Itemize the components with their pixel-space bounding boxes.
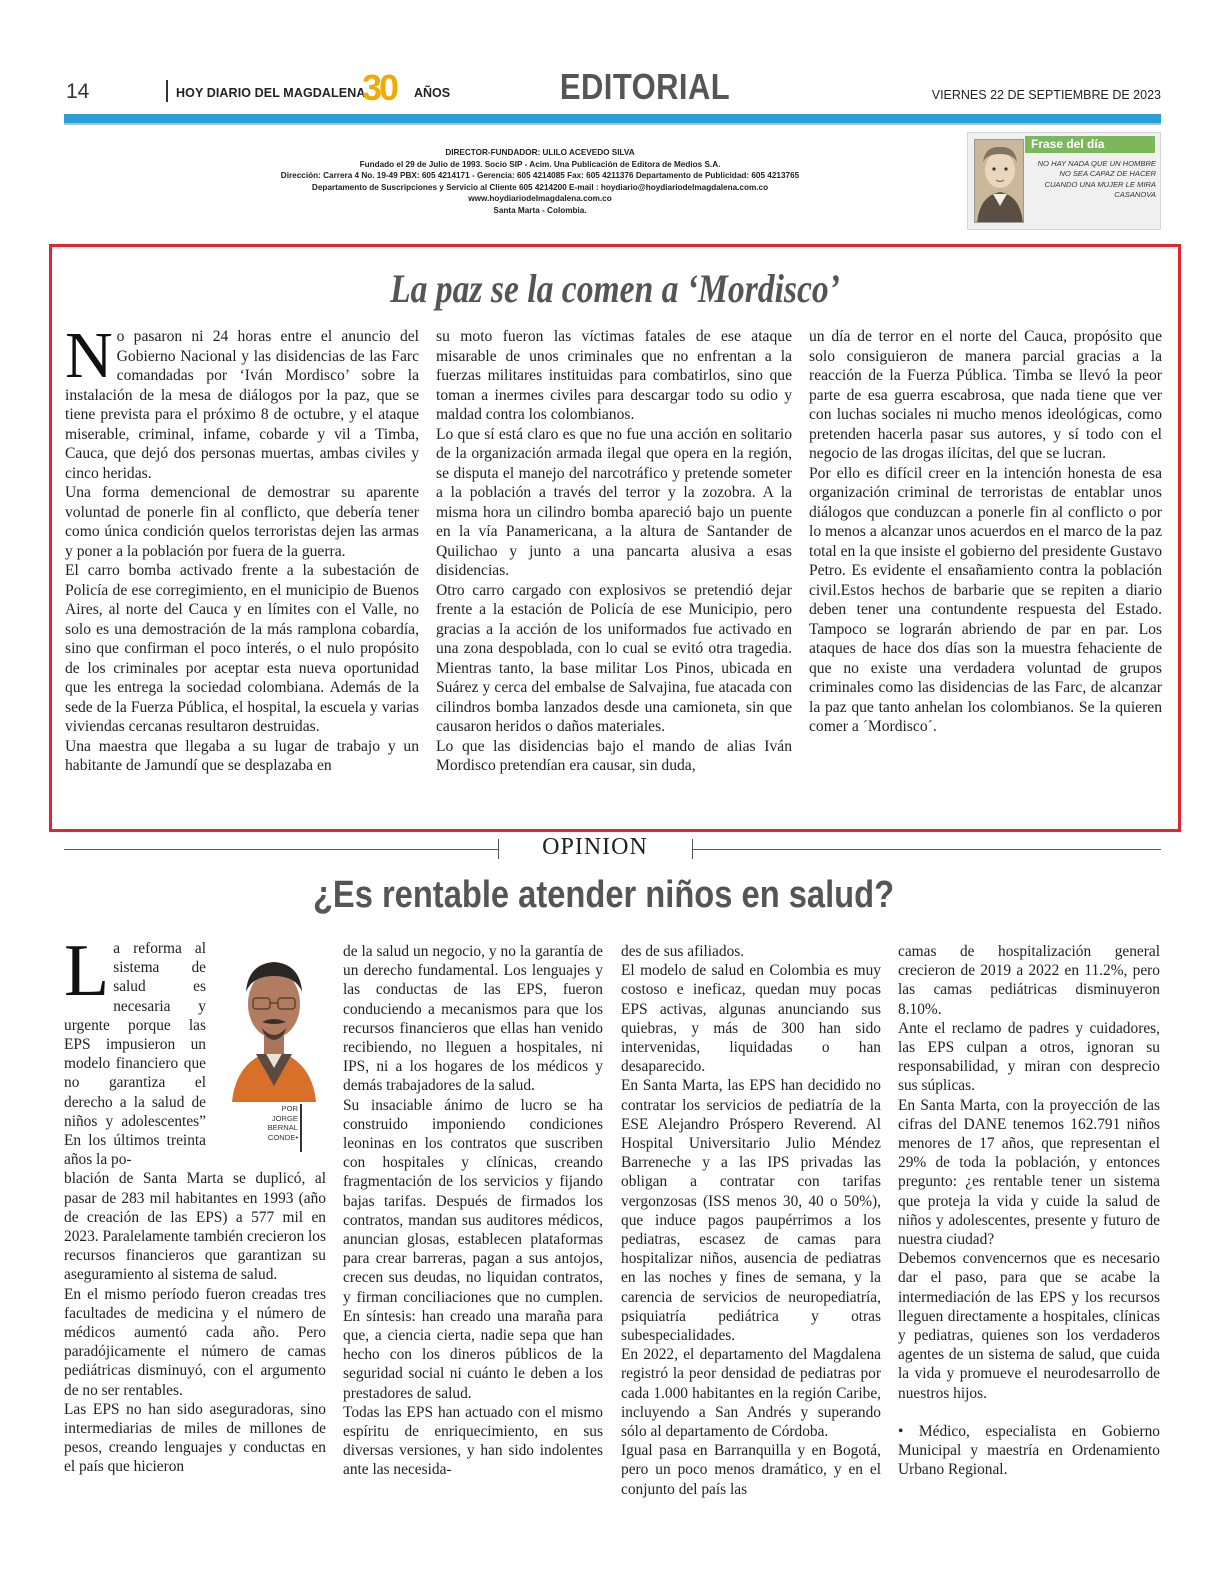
masthead-city: Santa Marta - Colombia. — [493, 205, 587, 215]
portrait-illustration — [975, 140, 1024, 223]
opinion-column-3 — [621, 942, 881, 1499]
paragraph: Por ello es difícil creer en la intención honesta de esa organización criminal de terroristas de entablar unos diálogos que conduzcan a ponerle fin al conflicto o por lo menos a alcanzar unos acuerdos en el marco de la paz total en la que insiste el gobierno del presidente Gustavo Petro. Es evidente el ensañamiento contra la población civil.Estos hechos de barbarie que se repiten a diario deben tener una contundente respuesta del Estado. Tampoco se lograrán abriendo de par en par. Los ataques de hace dos días son la muestra fehaciente de que no existe una verdadera voluntad de grupos criminales como las disidencias de las Farc, de alcanzar la paz que tanto anhelan los colombianos. Se la quieren comer a ´Mordisco´. — [809, 464, 1162, 735]
header-gray-rule — [64, 123, 1161, 125]
quote-body: NO HAY NADA QUE UN HOMBRE NO SEA CAPAZ DE HACER CUANDO UNA MUJER LE MIRA — [1037, 159, 1156, 189]
editorial-column-3 — [809, 327, 1162, 737]
author-portrait — [974, 139, 1024, 223]
editorial-column-1 — [65, 319, 419, 776]
opinion-section-label: OPINION — [542, 834, 648, 860]
paragraph: Igual pasa en Barranquilla y en Bogotá, pero un poco menos dramático, y en el conjunto del país las — [621, 1442, 881, 1498]
byline-line: CONDE• — [267, 1132, 298, 1142]
paragraph: El carro bomba activado frente a la subestación de Policía de ese corregimiento, en el municipio de Buenos Aires, al norte del Cauca y en límites con el Valle, no solo es una demostración de la más ramplona cobardía, sino que confirman el poco interés, o el nulo propósito de los criminales por aceptar esta nueva oportunidad que les entrega la sociedad colombiana. Además de la sede de la Fuerza Pública, el hospital, la escuela y varias viviendas cercanas resultaron destruidas. — [65, 562, 419, 735]
masthead-contact: Departamento de Suscripciones y Servicio al Cliente 605 4214200 E-mail : hoydiario@hoydiariodelmagdalena.com.co — [311, 182, 769, 192]
page-header — [64, 66, 1161, 112]
paragraph: Otro carro cargado con explosivos se pretendió dejar frente a la estación de Policía de ese Municipio, pero gracias a la acción de los uniformados fue activado en una zona despoblada, con lo cual se evitó otra tragedia. Mientras tanto, la base militar Los Pinos, ubicada en Suárez y cerca del embalse de Salvajina, fue atacada con cilindros bomba lanzados desde una camioneta, sin que causaron heridos o daños materiales. — [436, 581, 792, 735]
opinion-intro-block — [64, 930, 206, 1169]
paragraph: Una forma demencional de demostrar su aparente voluntad de ponerle fin al conflicto, que debería tener como única condición quelos terroristas dejen las armas y poner a la población por fuera de la guerra. — [65, 484, 419, 560]
header-divider — [166, 80, 168, 102]
masthead-address: Dirección: Carrera 4 No. 19-49 PBX: 605 4214171 - Gerencia: 605 4214085 Fax: 605 4211376 Departamento de Publicidad: 605 4213765 — [280, 171, 800, 181]
anniversary-30-logo — [362, 68, 412, 104]
header-accent-rule — [64, 114, 1161, 123]
opinion-dropcap: L — [64, 930, 110, 1012]
masthead — [100, 147, 980, 217]
paragraph: Ante el reclamo de padres y cuidadores, las EPS culpan a otros, ignoran su responsabilidad, y miran con desprecio sus súplicas. — [898, 1019, 1160, 1095]
paragraph: su moto fueron las víctimas fatales de ese ataque misarable de unos criminales que no enfrentan a la fuerzas militares instituidas para combatirlos, sino que toman a inermes civiles para descargar todo su odio y maldad contra los colombianos. — [436, 328, 792, 423]
paragraph: Debemos convencernos que es necesario dar el paso, para que se acabe la intermediación de las EPS y los recursos lleguen directamente a hospitales, clínicas y pediatras, quienes son los verdaderos agentes de un sistema de salud, que cuida la vida y promueve el neurodesarrollo de nuestros hijos. — [898, 1250, 1160, 1402]
paragraph: En el mismo período fueron creadas tres facultades de medicina y el número de médicos aumentó cada año. Pero paradójicamente el número de camas pediátricas disminuyó, con el argumento de no ser rentables. — [64, 1285, 326, 1399]
byline-line: BERNAL — [267, 1123, 298, 1132]
masthead-director: DIRECTOR-FUNDADOR: ULILO ACEVEDO SILVA — [445, 148, 635, 157]
section-title: EDITORIAL — [559, 66, 731, 107]
quote-of-the-day-box — [967, 132, 1161, 230]
paragraph: Todas las EPS han actuado con el mismo espíritu de enriquecimiento, en sus diversas versiones, y han sido indolentes ante las necesida- — [343, 1403, 603, 1479]
paragraph: camas de hospitalización general crecieron de 2019 a 2022 en 11.2%, pero las camas pediátricas disminuyeron 8.10%. — [898, 943, 1160, 1018]
paragraph: Su insaciable ánimo de lucro se ha construido imponiendo condiciones leoninas en los contratos que suscriben con hospitales y clínicas, creando fragmentación de los servicios y fijando bajas tarifas. Después de firmados los contratos, mandan sus auditores médicos, anuncian glosas, establecen plataformas para crear barreras, pagan a sus antojos, crecen sus deudas, no liquidan contratos, y firman conciliaciones que no cumplen. En síntesis: han creado una maraña para que, a ciencia cierta, nadie sepa que han hecho con los dineros públicos de la seguridad social ni cuánto le deben a los prestadores de salud. — [343, 1096, 603, 1402]
opinion-column-1 — [64, 930, 326, 1477]
paragraph: En Santa Marta, con la proyección de las cifras del DANE tenemos 162.791 niños menores de 17 años, que representan el 29% de toda la población, y entonces pregunto: ¿es rentable tener un sistema que proteja la vida y cuide la salud de niños y adolescentes, presente y futuro de nuestra ciudad? — [898, 1096, 1160, 1249]
paragraph: En 2022, el departamento del Magdalena registró la peor densidad de pediatras por cada 1.000 habitantes en la región Caribe, incluyendo a San Andrés y superando sólo al departamento de Córdoba. — [621, 1346, 881, 1441]
quote-author: CASANOVA — [1114, 190, 1156, 200]
paragraph: En Santa Marta, las EPS han decidido no contratar los servicios de pediatría de la ESE Alejandro Próspero Reverend. Al Hospital Universitario Julio Méndez Barreneche y a las IPS privadas las obligan a contratar con tarifas vergonzosas (ISS menos 30, 40 o 50%), que induce pagos paupérrimos a los pediatras, escasez de camas para hospitalizar niños, ausencia de pediatras en las noches y fines de semana, y la carencia de servicios de neuropediatría, psiquiatría pediátrica y otras subespecialidades. — [621, 1077, 881, 1345]
issue-date: VIERNES 22 DE SEPTIEMBRE DE 2023 — [931, 88, 1161, 102]
paragraph: blación de Santa Marta se duplicó, al pasar de 283 mil habitantes en 1993 (año de creación de las EPS) a 577 mil en 2023. Paralelamente también crecieron los recursos financieros que garantizan su aseguramiento al sistema de salud. — [64, 1170, 326, 1284]
paragraph: des de sus afiliados. — [621, 943, 745, 960]
paragraph: de la salud un negocio, y no la garantía de un derecho fundamental. Los lenguajes y las conductas de las EPS, fueron conduciendo a mecanismos para que los recursos financieros que ellas han venido recibiendo, no lleguen a hospitales, ni IPS, ni a los hogares de los médicos y demás trabajadores de la salud. — [343, 943, 603, 1095]
byline-line: POR — [281, 1104, 298, 1113]
paragraph: Lo que las disidencias bajo el mando de alias Iván Mordisco pretendían era causar, sin duda, — [436, 737, 792, 774]
page-number: 14 — [66, 80, 90, 103]
paragraph: o pasaron ni 24 horas entre el anuncio del Gobierno Nacional y las disidencias de las Farc comandadas por ‘Iván Mordisco’ sobre la instalación de la mesa de diálogos por la paz, que se tiene prevista para el próximo 8 de octubre, y el ataque miserable, criminal, infame, cobarde y vil a Timba, Cauca, que dejó dos personas muertas, ambas civiles y cinco heridas. — [65, 328, 419, 482]
paragraph: Una maestra que llegaba a su lugar de trabajo y un habitante de Jamundí que se desplazaba en — [65, 737, 419, 774]
opinion-headline: ¿Es rentable atender niños en salud? — [312, 874, 895, 916]
editorial-column-2 — [436, 327, 792, 776]
editorial-dropcap: N — [65, 319, 113, 392]
opinion-column-4 — [898, 942, 1160, 1479]
quote-text — [1028, 159, 1156, 201]
paragraph: Las EPS no han sido aseguradoras, sino intermediarias de miles de millones de pesos, creando lenguajes y conductas en el país que hicieron — [64, 1400, 326, 1476]
paragraph: Lo que sí está claro es que no fue una acción en solitario de la organización armada ilegal que opera en la región, se disputa el manejo del narcotráfico y pretende someter a la población a través del terror y la zozobra. A la misma hora un cilindro bomba apareció bajo un puente en la vía Panamericana, a la altura de Santander de Quilichao y junto a una pancarta alusiva a esas disidencias. — [436, 425, 792, 579]
author-note: • Médico, especialista en Gobierno Municipal y maestría en Ordenamiento Urbano Regional. — [898, 1422, 1160, 1479]
paragraph: un día de terror en el norte del Cauca, propósito que solo consiguieron de manera parcial gracias a la reacción de la Fuerza Pública. Timba se llevó la peor parte de esa guerra escabrosa, que nada tiene que ver con luchas sociales ni mucho menos ideológicas, como pretenden hacerla pasar sus autores, y sí todo con el negocio de las drogas ilícitas, del que se lucran. — [809, 328, 1162, 462]
opinion-divider-left — [64, 849, 498, 850]
opinion-divider-tick — [498, 839, 499, 859]
editorial-article — [49, 244, 1181, 832]
logo-suffix: AÑOS — [414, 86, 451, 100]
masthead-website: www.hoydiariodelmagdalena.com.co — [468, 194, 612, 204]
logo-number: 30 — [362, 68, 397, 104]
quote-title: Frase del día — [1025, 136, 1155, 153]
opinion-divider-right — [692, 849, 1161, 850]
byline-line: JORGE — [271, 1113, 298, 1123]
masthead-founded: Fundado el 29 de Julio de 1993. Socio SIP - Acim. Una Publicación de Editora de Medios S.A. — [359, 159, 721, 169]
editorial-headline: La paz se la comen a ‘Mordisco’ — [390, 266, 840, 311]
paragraph: El modelo de salud en Colombia es muy costoso e ineficaz, quedan muy pocas EPS activas, algunas anunciando sus quiebras, y más de 300 han sido intervenidas, liquidadas o han desaparecido. — [621, 962, 881, 1076]
opinion-column-2 — [343, 942, 603, 1480]
paragraph: a reforma al sistema de salud es necesaria y urgente porque las EPS impusieron un modelo financiero que no garantiza el derecho a la salud de niños y adolescentes” En los últimos treinta años la po- — [64, 940, 206, 1169]
newspaper-name: HOY DIARIO DEL MAGDALENA — [176, 86, 366, 100]
paragraph-spacer — [898, 1403, 1160, 1422]
